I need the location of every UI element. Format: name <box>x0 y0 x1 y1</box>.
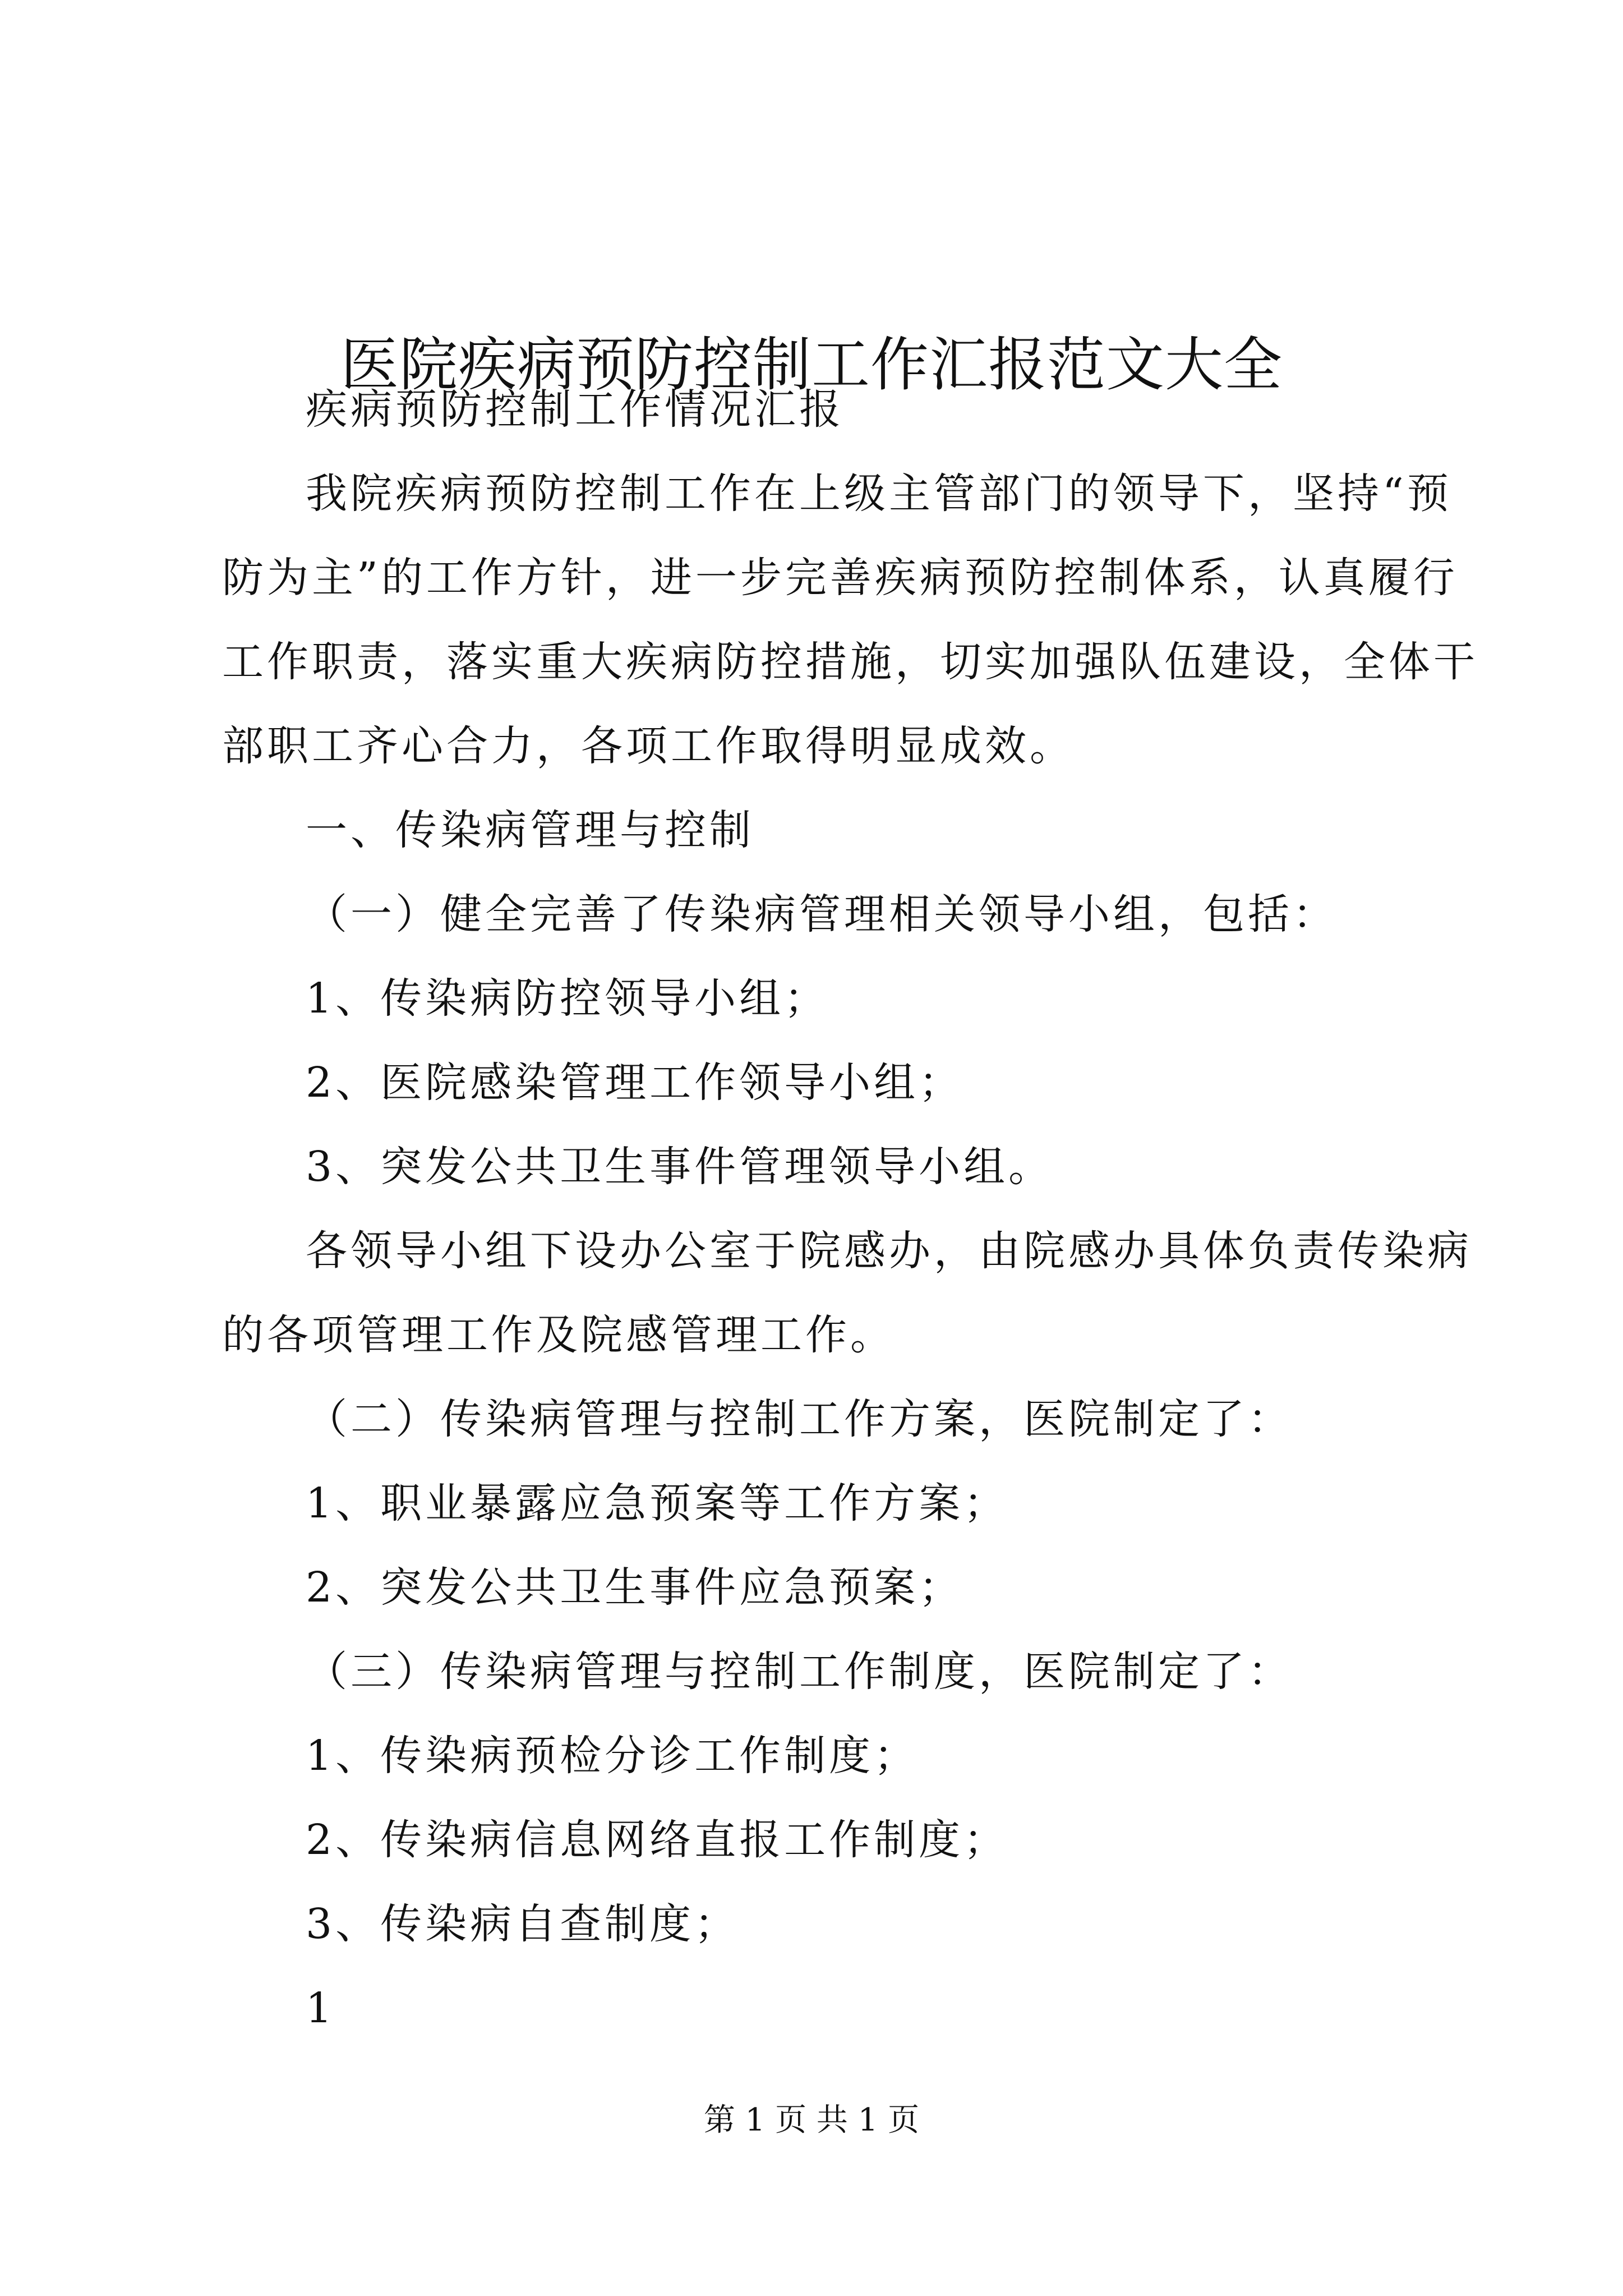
body-line-3: 防为主”的工作方针，进一步完善疾病预防控制体系，认真履行 <box>222 554 1458 602</box>
body-line-9: 2、医院感染管理工作领导小组； <box>306 1059 964 1107</box>
body-line-16: （三）传染病管理与控制工作制度，医院制定了： <box>306 1648 1293 1696</box>
body-line-5: 部职工齐心合力，各项工作取得明显成效。 <box>222 722 1075 770</box>
body-line-15: 2、突发公共卫生事件应急预案； <box>306 1563 964 1612</box>
body-line-13: （二）传染病管理与控制工作方案，医院制定了： <box>306 1395 1293 1443</box>
body-line-2: 我院疾病预防控制工作在上级主管部门的领导下，坚持“预 <box>306 470 1452 518</box>
body-line-8: 1、传染病防控领导小组； <box>306 974 829 1023</box>
body-line-1: 疾病预防控制工作情况汇报 <box>306 385 844 434</box>
body-line-20: 1 <box>306 1984 336 2032</box>
body-line-14: 1、职业暴露应急预案等工作方案； <box>306 1479 1009 1527</box>
document-title: 医院疾病预防控制工作汇报范文大全 <box>340 330 1283 399</box>
body-line-7: （一）健全完善了传染病管理相关领导小组，包括： <box>306 890 1338 938</box>
body-line-12: 的各项管理工作及院感管理工作。 <box>222 1311 895 1359</box>
page-footer: 第 1 页 共 1 页 <box>703 2102 920 2138</box>
body-line-18: 2、传染病信息网络直报工作制度； <box>306 1816 1009 1864</box>
body-line-19: 3、传染病自查制度； <box>306 1900 740 1948</box>
body-line-17: 1、传染病预检分诊工作制度； <box>306 1732 919 1780</box>
body-line-6: 一、传染病管理与控制 <box>306 806 754 854</box>
body-line-4: 工作职责，落实重大疾病防控措施，切实加强队伍建设，全体干 <box>222 638 1478 686</box>
body-line-11: 各领导小组下设办公室于院感办，由院感办具体负责传染病 <box>306 1227 1472 1275</box>
body-line-10: 3、突发公共卫生事件管理领导小组。 <box>306 1143 1054 1191</box>
